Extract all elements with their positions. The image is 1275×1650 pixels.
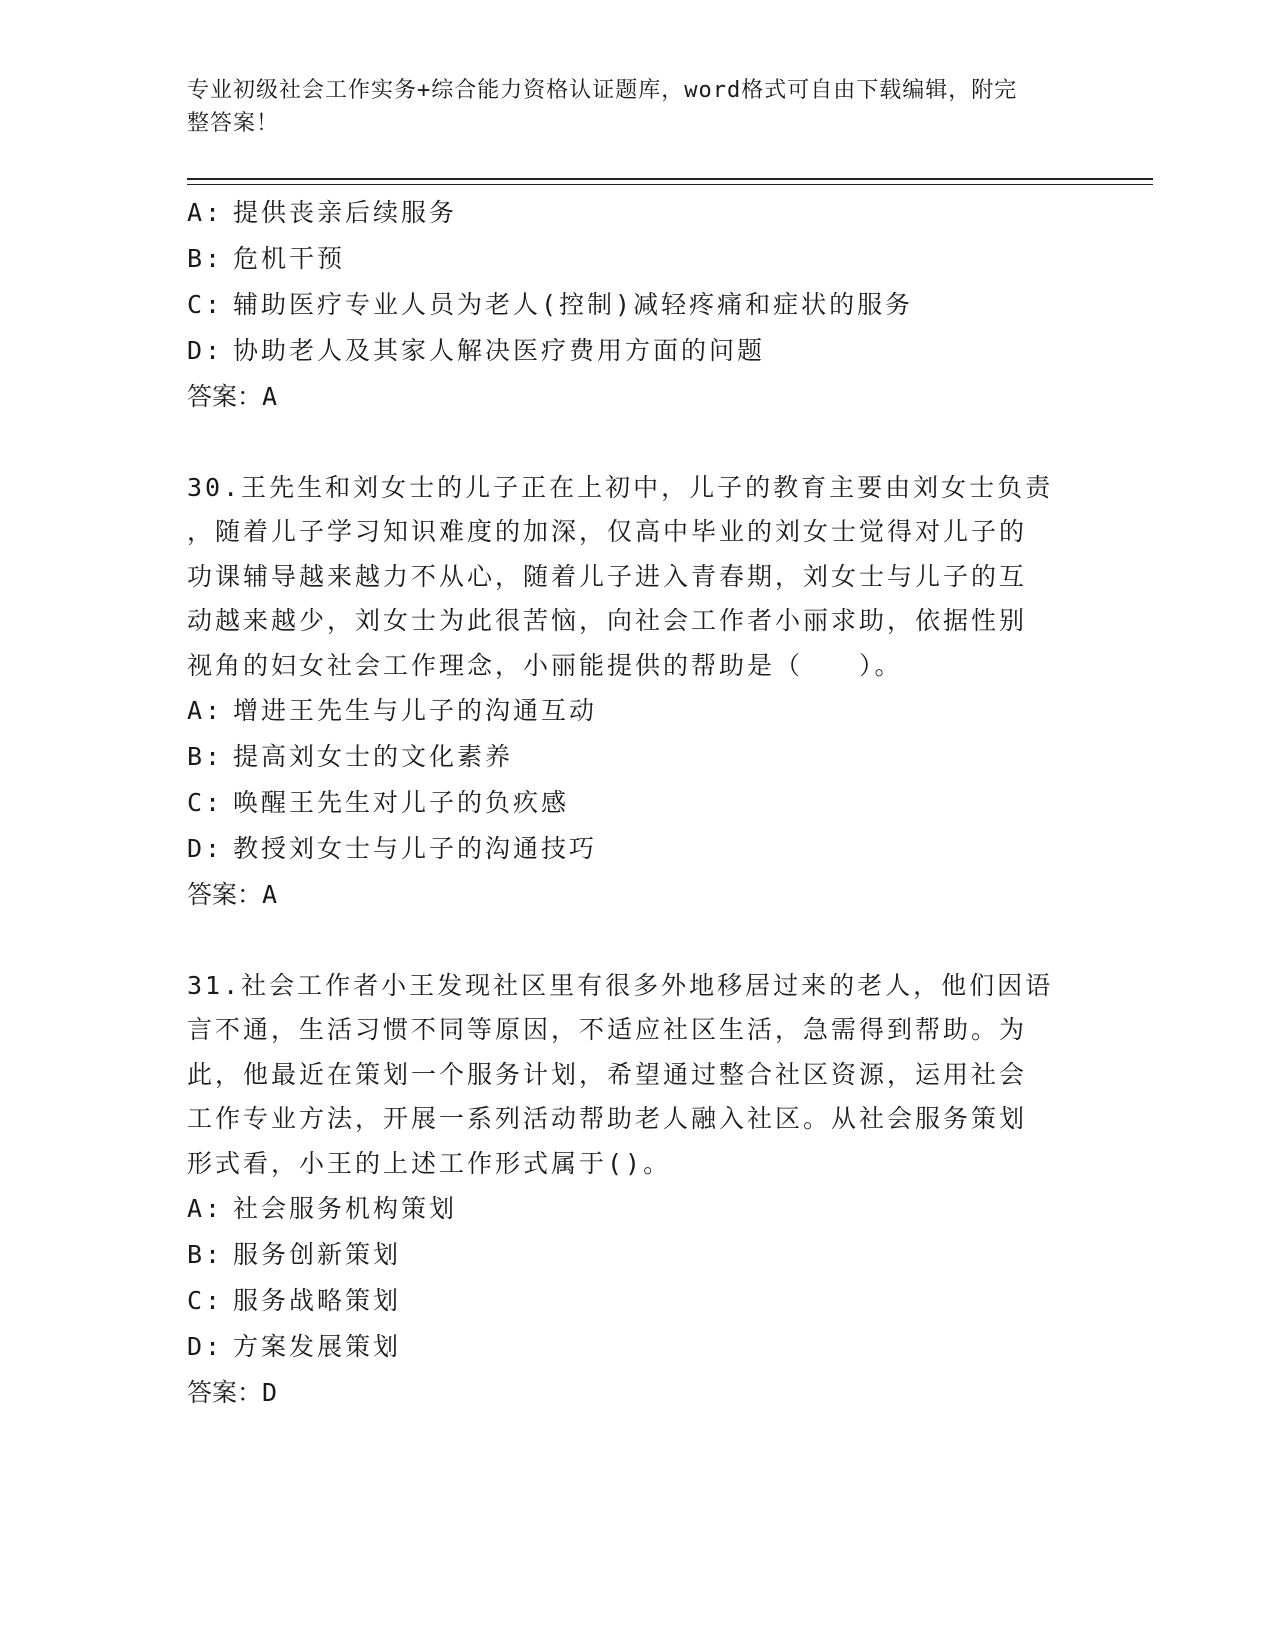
header-rule-thick [187, 178, 1153, 180]
option-d: D: 方案发展策划 [187, 1332, 402, 1362]
header-rule-thin [187, 184, 1153, 185]
question-block-29 [187, 190, 1087, 420]
question-stem: 31.社会工作者小王发现社区里有很多外地移居过来的老人，他们因语 言不通，生活习惯不同等原因，不适应社区生活，急需得到帮助。为 此，他最近在策划一个服务计划，希望通过整合社区资源，运用社会 工作专业方法，开展一系列活动帮助老人融入社区。从社会服务策划 形式看，小王的上述工作形式属于()。 [187, 971, 1054, 1178]
answer-line: 答案：D [187, 1378, 278, 1408]
page-header [187, 74, 1087, 140]
option-d: D: 教授刘女士与儿子的沟通技巧 [187, 834, 598, 864]
header-line-2: 整答案！ [187, 111, 280, 136]
answer-line: 答案：A [187, 880, 278, 910]
option-a: A: 增进王先生与儿子的沟通互动 [187, 696, 598, 726]
option-b: B: 提高刘女士的文化素养 [187, 742, 514, 772]
option-d: D: 协助老人及其家人解决医疗费用方面的问题 [187, 336, 766, 365]
document-content [187, 190, 1087, 1416]
option-c: C: 唤醒王先生对儿子的负疚感 [187, 788, 570, 818]
option-b: B: 危机干预 [187, 244, 346, 273]
option-b: B: 服务创新策划 [187, 1240, 402, 1270]
question-stem: 30.王先生和刘女士的儿子正在上初中，儿子的教育主要由刘女士负责 ，随着儿子学习知识难度的加深，仅高中毕业的刘女士觉得对儿子的 功课辅导越来越力不从心，随着儿子进入青春期，刘女士与儿子的互 动越来越少，刘女士为此很苦恼，向社会工作者小丽求助，依据性别 视角的妇女社会工作理念，小丽能提供的帮助是（ ）。 [187, 473, 1054, 680]
option-c: C: 服务战略策划 [187, 1286, 402, 1316]
answer-line: 答案：A [187, 382, 278, 411]
option-a: A: 社会服务机构策划 [187, 1194, 458, 1224]
option-c: C: 辅助医疗专业人员为老人(控制)减轻疼痛和症状的服务 [187, 290, 914, 319]
option-a: A: 提供丧亲后续服务 [187, 198, 458, 227]
question-block-31 [187, 964, 1087, 1416]
header-line-1: 专业初级社会工作实务+综合能力资格认证题库，word格式可自由下载编辑，附完 [187, 78, 1018, 103]
question-block-30 [187, 466, 1087, 918]
